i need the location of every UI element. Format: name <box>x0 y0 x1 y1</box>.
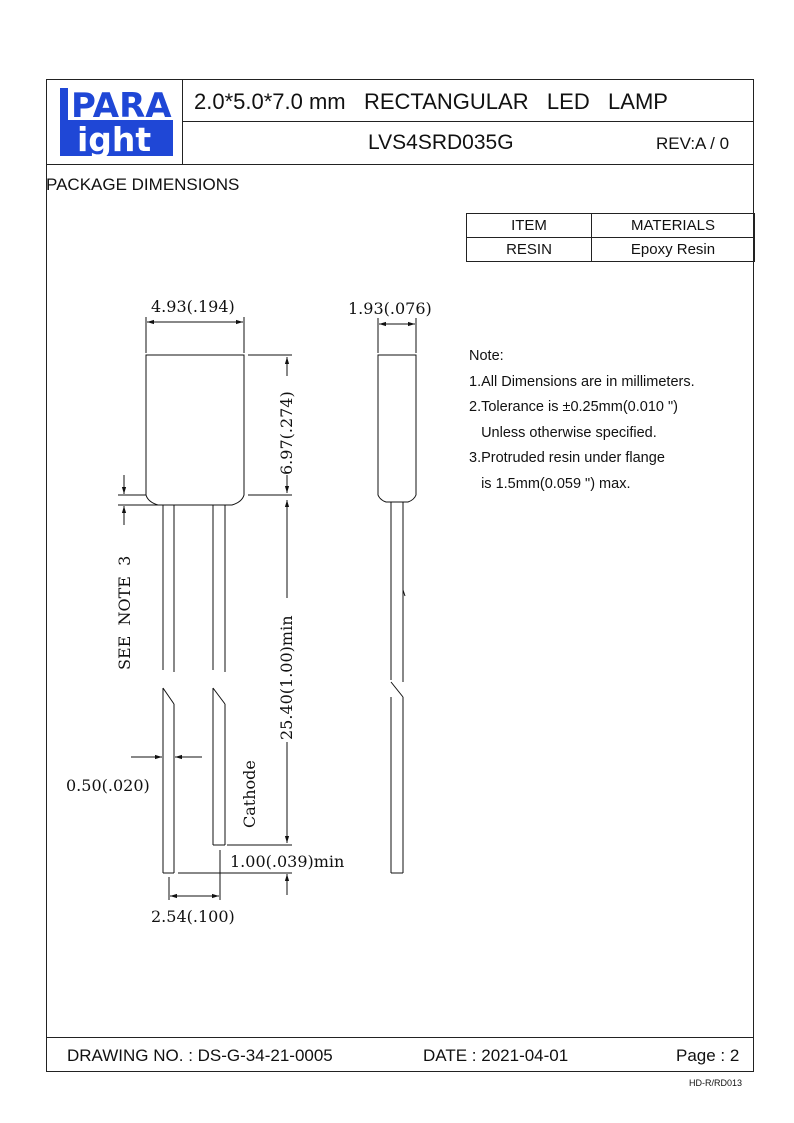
lead-width-label: 0.50(.020) <box>66 776 150 795</box>
drawing-date: DATE : 2021-04-01 <box>423 1046 569 1065</box>
cathode-label: Cathode <box>240 760 259 828</box>
lead-right-lower <box>213 688 225 845</box>
side-lead <box>391 502 403 873</box>
lead-width-extension-lines <box>163 748 174 772</box>
depth-label: 1.93(.076) <box>348 299 432 318</box>
pitch-extension-lines <box>169 850 220 900</box>
note-line: 2.Tolerance is ±0.25mm(0.010 ") <box>469 399 678 415</box>
footer-divider <box>46 1037 754 1038</box>
part-number: LVS4SRD035G <box>368 131 514 154</box>
width-label: 4.93(.194) <box>151 297 235 316</box>
form-code: HD-R/RD013 <box>689 1078 743 1088</box>
lead-offset-label: 1.00(.039)min <box>230 852 345 871</box>
depth-extension-lines <box>378 318 416 353</box>
lead-left-upper <box>163 505 174 672</box>
height-label: 6.97(.274) <box>277 391 296 475</box>
see-note-label: SEE NOTE 3 <box>115 555 134 670</box>
notes-heading: Note: <box>469 348 504 364</box>
pitch-label: 2.54(.100) <box>151 907 235 926</box>
side-body-outline <box>378 355 416 502</box>
revision: REV:A / 0 <box>656 134 730 153</box>
note-line: 3.Protruded resin under flange <box>469 450 665 466</box>
lead-length-label: 25.40(1.00)min <box>277 615 296 740</box>
header-item: ITEM <box>467 214 592 238</box>
product-title: 2.0*5.0*7.0 mm RECTANGULAR LED LAMP <box>194 89 668 114</box>
page-number: Page : 2 <box>676 1046 740 1065</box>
note-line: Unless otherwise specified. <box>469 424 657 441</box>
section-title: PACKAGE DIMENSIONS <box>46 175 240 194</box>
logo-text-bottom: ight <box>77 120 152 159</box>
cell-material: Epoxy Resin <box>592 238 755 262</box>
cell-item: RESIN <box>467 238 592 262</box>
note-line: 1.All Dimensions are in millimeters. <box>469 373 695 390</box>
lead-right-upper <box>213 505 225 672</box>
drawing-number: DRAWING NO. : DS-G-34-21-0005 <box>67 1046 333 1065</box>
lead-left-lower <box>163 688 174 873</box>
note-line: is 1.5mm(0.059 ") max. <box>469 475 631 492</box>
front-body-outline <box>146 355 244 505</box>
logo-text-top: PARA <box>71 86 172 126</box>
header-materials: MATERIALS <box>592 214 755 238</box>
